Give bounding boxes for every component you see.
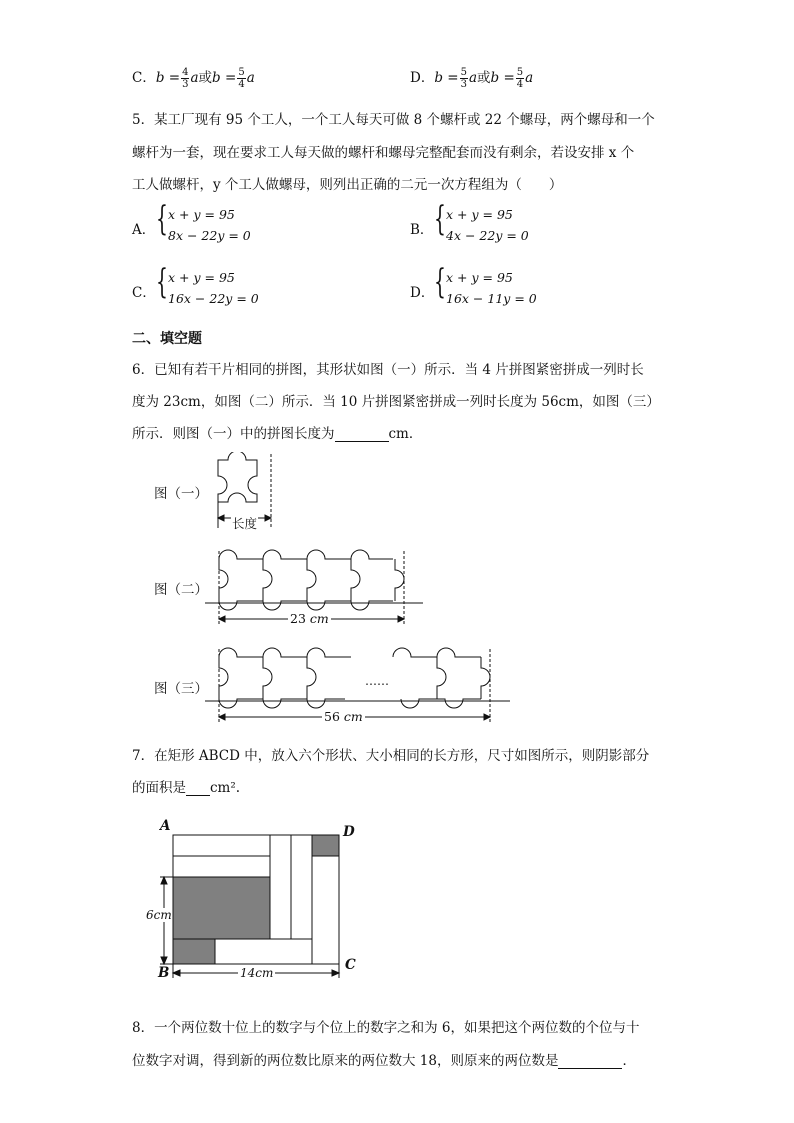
q5-option-a[interactable]: A． { x + y = 95 8x − 22y = 0: [132, 199, 251, 243]
vertex-d-label: D: [343, 824, 355, 840]
fraction: $\frac{5}{4}$: [516, 67, 524, 90]
brace-icon: {: [156, 199, 168, 239]
q5-text-line1: 5．某工厂现有 95 个工人，一个工人每天可做 8 个螺杆或 22 个螺母，两个螺母和一个: [132, 112, 655, 128]
vertex-c-label: C: [345, 957, 356, 973]
answer-blank[interactable]: [558, 1052, 622, 1069]
vertex-b-label: B: [158, 965, 170, 981]
fig3-label: 图（三）: [154, 681, 208, 697]
dim-bottom-label: 14cm: [240, 966, 274, 980]
q8-text-line1: 8．一个两位数十位上的数字与个位上的数字之和为 6，如果把这个两位数的个位与十: [132, 1020, 640, 1036]
q5-text-line3: 工人做螺杆，y 个工人做螺母，则列出正确的二元一次方程组为（ ）: [132, 177, 563, 193]
q5-option-b[interactable]: B． { x + y = 95 4x − 22y = 0: [410, 199, 529, 243]
q5-text-line2: 螺杆为一套，现在要求工人每天做的螺杆和螺母完整配套而没有剩余，若设安排 x 个: [132, 145, 635, 161]
fig1-dim-label: 长度: [232, 516, 258, 531]
q6-text-line3: 所示．则图（一）中的拼图长度为 cm．: [132, 426, 423, 442]
answer-blank[interactable]: [186, 779, 210, 796]
answer-blank[interactable]: [335, 425, 389, 442]
brace-icon: {: [434, 199, 446, 239]
fraction: $\frac{4}{3}$: [182, 67, 189, 90]
fig2-dim-label: 23 cm: [290, 611, 329, 626]
fraction: $\frac{5}{4}$: [238, 67, 245, 90]
q7-rectangle-figure: [140, 815, 370, 990]
q5-option-c[interactable]: C． { x + y = 95 16x − 22y = 0: [132, 262, 259, 306]
q7-text-line2: 的面积是 cm².: [132, 780, 241, 796]
fig3-dim-label: 56 cm: [324, 709, 363, 724]
brace-icon: {: [156, 262, 168, 302]
brace-icon: {: [434, 262, 446, 302]
q4-option-d[interactable]: D．b = $\frac{5}{3}$ a或b = $\frac{5}{4}$ a: [410, 67, 534, 90]
q7-text-line1: 7．在矩形 ABCD 中，放入六个形状、大小相同的长方形，尺寸如图所示，则阴影部分: [132, 748, 650, 764]
q8-text-line2: 位数字对调，得到新的两位数比原来的两位数大 18，则原来的两位数是 ．: [132, 1053, 636, 1069]
dim-side-label: 6cm: [146, 908, 172, 922]
fig1-label: 图（一）: [154, 486, 208, 502]
vertex-a-label: A: [160, 818, 171, 834]
q5-option-d[interactable]: D． { x + y = 95 16x − 11y = 0: [410, 262, 537, 306]
q4-option-c[interactable]: C．b = $\frac{4}{3}$ a或b = $\frac{5}{4}$ a: [132, 67, 255, 90]
q6-text-line2: 度为 23cm，如图（二）所示．当 10 片拼图紧密拼成一列时长度为 56cm，如图（三）: [132, 394, 660, 410]
fig3-dots: ……: [365, 674, 389, 688]
q6-text-line1: 6．已知有若干片相同的拼图，其形状如图（一）所示．当 4 片拼图紧密拼成一列时长: [132, 362, 644, 378]
fig2-label: 图（二）: [154, 582, 208, 598]
fraction: $\frac{5}{3}$: [460, 67, 467, 90]
section-title: 二、填空题: [132, 331, 202, 347]
